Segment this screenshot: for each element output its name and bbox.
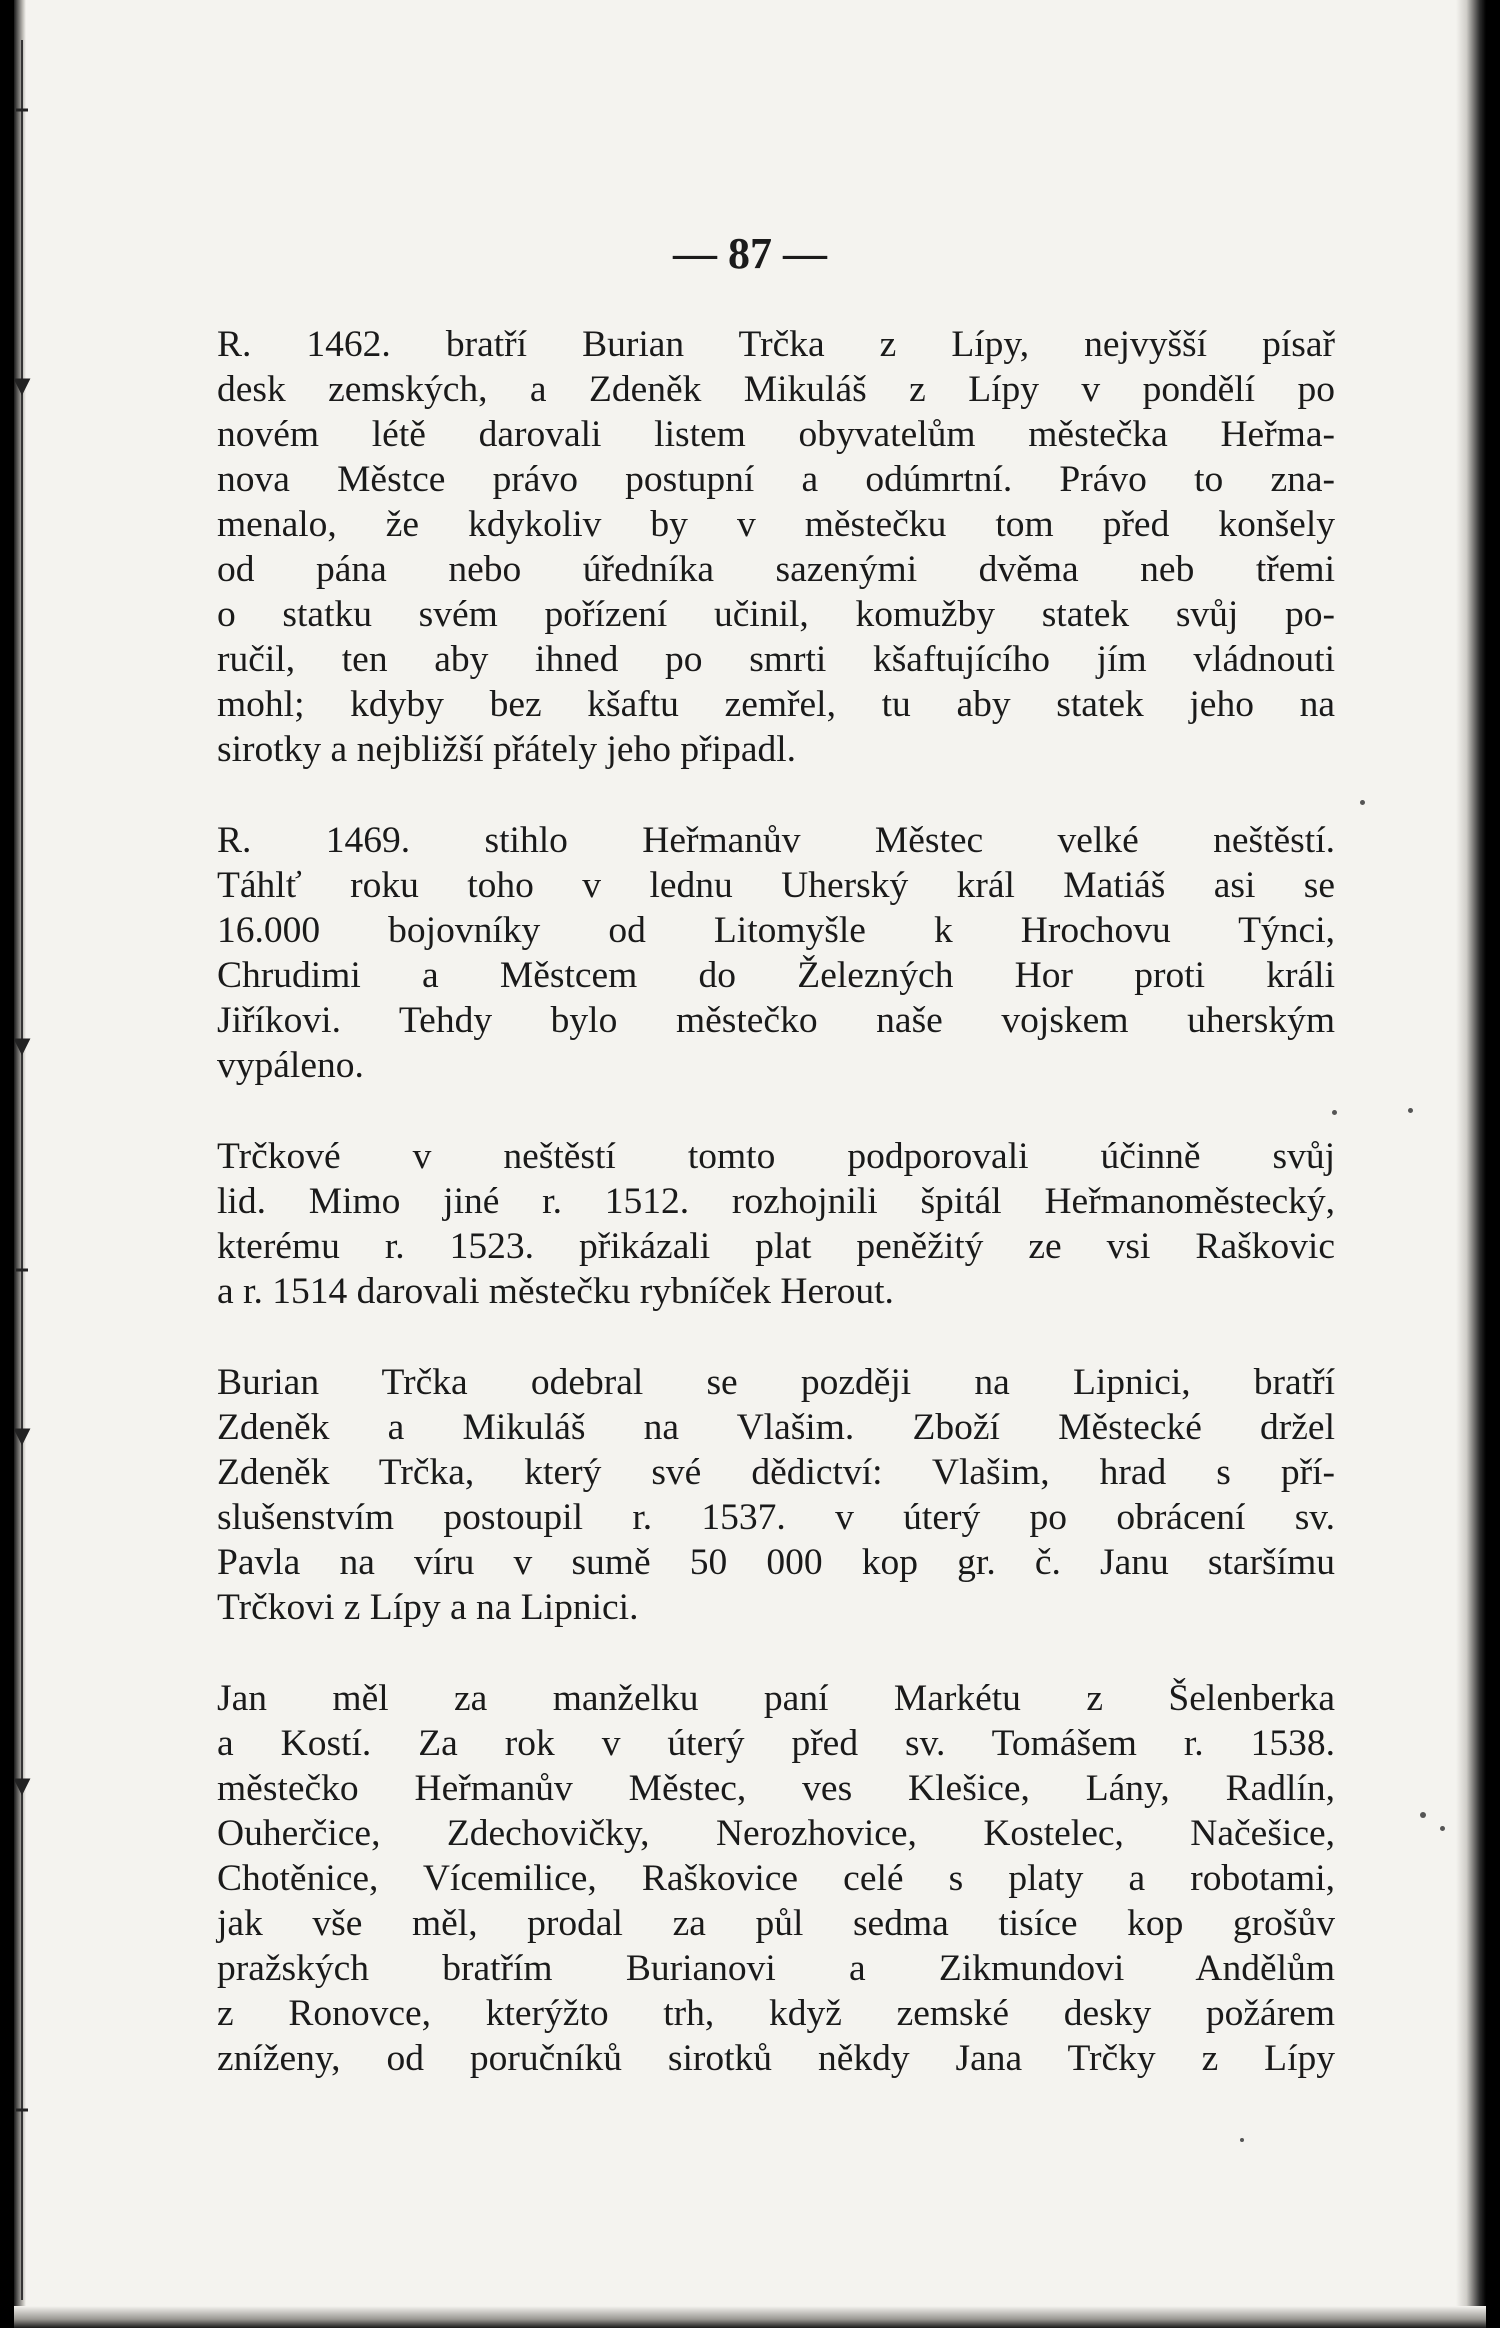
text-line: novém létě darovali listem obyvatelům městečka Heřma- — [217, 414, 1335, 455]
speck — [1360, 800, 1365, 805]
speck — [1440, 1826, 1445, 1831]
text-line: zníženy, od poručníků sirotků někdy Jana Trčky z Lípy — [217, 2038, 1335, 2079]
text-line: jak vše měl, prodal za půl sedma tisíce kop grošův — [217, 1903, 1335, 1944]
text-line: Jiříkovi. Tehdy bylo městečko naše vojskem uherským — [217, 1000, 1335, 1041]
text-line: Ouherčice, Zdechovičky, Nerozhovice, Kostelec, Načešice, — [217, 1813, 1335, 1854]
text-line: a Kostí. Za rok v úterý před sv. Tomášem r. 1538. — [217, 1723, 1335, 1764]
text-line: Chrudimi a Městcem do Železných Hor proti králi — [217, 955, 1335, 996]
text-line: vypáleno. — [217, 1045, 364, 1086]
binding-marks — [14, 0, 54, 2328]
text-line: o statku svém pořízení učinil, komužby statek svůj po- — [217, 594, 1335, 635]
text-line: lid. Mimo jiné r. 1512. rozhojnili špitál Heřmanoměstecký, — [217, 1181, 1335, 1222]
text-line: Zdeněk a Mikuláš na Vlašim. Zboží Městecké držel — [217, 1407, 1335, 1448]
text-line: Burian Trčka odebral se později na Lipnici, bratří — [217, 1362, 1335, 1403]
page-number: — 87 — — [673, 229, 827, 278]
page-bottom-edge — [14, 2306, 1486, 2328]
text-line: městečko Heřmanův Městec, ves Klešice, Lány, Radlín, — [217, 1768, 1335, 1809]
text-line: ručil, ten aby ihned po smrti kšaftujícího jím vládnouti — [217, 639, 1335, 680]
page-right-edge — [1456, 0, 1486, 2328]
paragraph — [217, 818, 1335, 1088]
text-line: Trčkové v neštěstí tomto podporovali účinně svůj — [217, 1136, 1335, 1177]
body-text — [217, 322, 1335, 2127]
text-line: Zdeněk Trčka, který své dědictví: Vlašim, hrad s pří- — [217, 1452, 1335, 1493]
text-line: Jan měl za manželku paní Markétu z Šelenberka — [217, 1678, 1335, 1719]
text-line: slušenstvím postoupil r. 1537. v úterý po obrácení sv. — [217, 1497, 1335, 1538]
text-line: desk zemských, a Zdeněk Mikuláš z Lípy v pondělí po — [217, 369, 1335, 410]
text-line: Táhlť roku toho v lednu Uherský král Matiáš asi se — [217, 865, 1335, 906]
paragraph — [217, 1676, 1335, 2081]
paragraph — [217, 1360, 1335, 1630]
text-line: R. 1469. stihlo Heřmanův Městec velké neštěstí. — [217, 820, 1335, 861]
text-line: mohl; kdyby bez kšaftu zemřel, tu aby statek jeho na — [217, 684, 1335, 725]
text-line: z Ronovce, kterýžto trh, když zemské desky požárem — [217, 1993, 1335, 2034]
text-line: Trčkovi z Lípy a na Lipnici. — [217, 1587, 639, 1628]
text-line: R. 1462. bratří Burian Trčka z Lípy, nejvyšší písař — [217, 324, 1335, 365]
text-line: a r. 1514 darovali městečku rybníček Herout. — [217, 1271, 894, 1312]
text-line: Pavla na víru v sumě 50 000 kop gr. č. Janu staršímu — [217, 1542, 1335, 1583]
speck — [1240, 2138, 1244, 2142]
text-line: Chotěnice, Vícemilice, Raškovice celé s platy a robotami, — [217, 1858, 1335, 1899]
speck — [1408, 1108, 1413, 1113]
speck — [1420, 1812, 1426, 1818]
text-line: menalo, že kdykoliv by v městečku tom před konšely — [217, 504, 1335, 545]
book-page — [14, 0, 1486, 2328]
paragraph — [217, 1134, 1335, 1314]
text-line: sirotky a nejbližší přátely jeho připadl. — [217, 729, 797, 770]
text-line: nova Městce právo postupní a odúmrtní. Právo to zna- — [217, 459, 1335, 500]
paragraph — [217, 322, 1335, 772]
text-line: pražských bratřím Burianovi a Zikmundovi Andělům — [217, 1948, 1335, 1989]
text-line: od pána nebo úředníka sazenými dvěma neb třemi — [217, 549, 1335, 590]
text-line: 16.000 bojovníky od Litomyšle k Hrochovu Týnci, — [217, 910, 1335, 951]
text-line: kterému r. 1523. přikázali plat peněžitý ze vsi Raškovic — [217, 1226, 1335, 1267]
